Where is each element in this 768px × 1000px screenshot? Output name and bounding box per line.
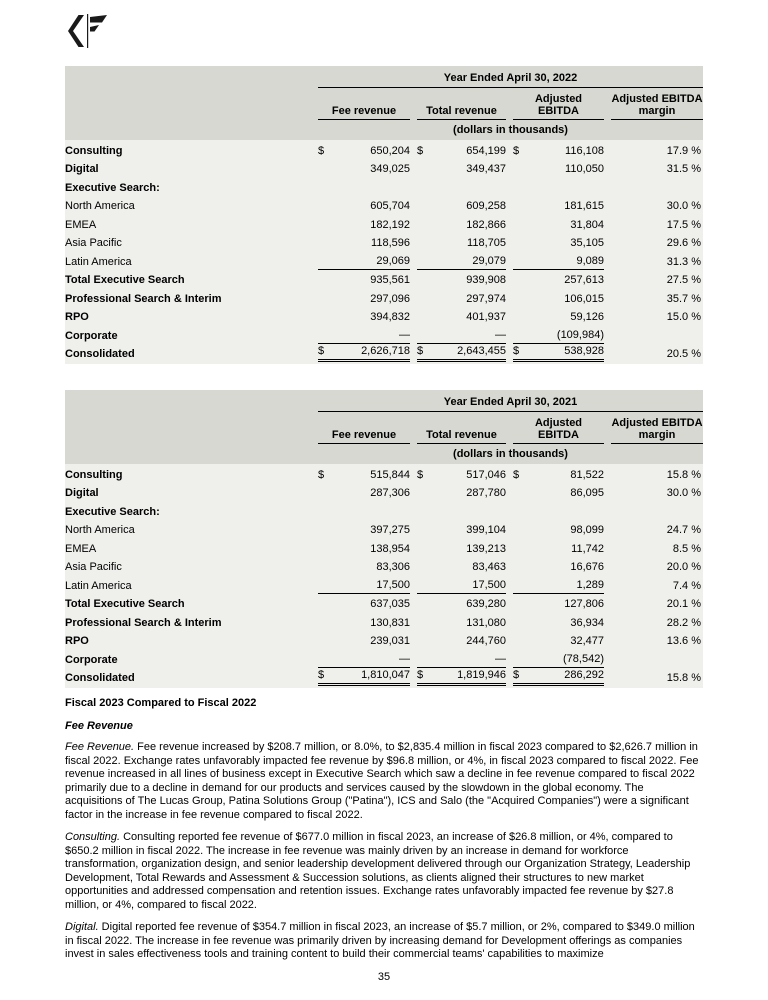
adjusted-ebitda-margin-value: 8.5 %: [672, 542, 701, 555]
adjusted-ebitda-value: 59,126: [570, 311, 604, 323]
korn-ferry-logo-icon: [67, 14, 109, 48]
adjusted-ebitda-margin-value: 35.7 %: [666, 292, 701, 305]
dollar-sign: $: [417, 345, 424, 357]
table-row: [65, 501, 703, 520]
adjusted-ebitda-margin-value: 17.5 %: [666, 218, 701, 231]
dollar-sign: $: [417, 669, 424, 681]
adjusted-ebitda-cell: [513, 325, 611, 344]
table-row: [65, 631, 703, 650]
total-revenue-value: 244,760: [466, 635, 506, 647]
adjusted-ebitda-cell: [513, 196, 611, 215]
total-revenue-cell: [417, 233, 513, 252]
total-revenue-value: 118,705: [467, 237, 506, 249]
paragraph-text: Consulting reported fee revenue of $677.0 million in fiscal 2023, an increase of $26.8 million, or 4%, compared to $650.2 million in fiscal 2022. The increase in fee revenue was mainly driven by an increase in demand for workforce transformation, organization design, and senior leadership development delivered through our Organization Strategy, Leadership Development, Total Rewards and Assessment & Succession solutions, as clients aligned their structures to new market opportunities and addressed compensation and retention issues. Exchange rates unfavorably impacted fee revenue by $27.8 million, or 4%, compared to fiscal 2022.: [65, 831, 691, 911]
table-row: [65, 325, 703, 344]
total-revenue-value: 399,104: [466, 524, 506, 536]
fee-revenue-cell: [318, 612, 417, 631]
page-number: 35: [377, 971, 391, 983]
adjusted-ebitda-value: 9,089: [576, 254, 604, 267]
table-row: [65, 196, 703, 215]
table-row: [65, 288, 703, 307]
fee-revenue-cell: [318, 649, 417, 668]
adjusted-ebitda-margin-value: 13.6 %: [666, 635, 701, 647]
total-revenue-cell: [417, 594, 513, 613]
total-revenue-value: 29,079: [472, 254, 506, 267]
column-header-adjusted-ebitda-margin: Adjusted EBITDA margin: [611, 412, 703, 444]
total-revenue-cell: [417, 288, 513, 307]
table-row: [65, 557, 703, 576]
total-revenue-cell: [417, 668, 513, 687]
table-row: [65, 270, 703, 289]
paragraph-fee-revenue: [65, 741, 703, 822]
total-revenue-cell: [417, 214, 513, 233]
adjusted-ebitda-cell: [513, 159, 611, 178]
fee-revenue-cell: [318, 251, 417, 270]
total-revenue-cell: [417, 538, 513, 557]
total-revenue-value: 654,199: [466, 144, 506, 157]
adjusted-ebitda-cell: [513, 557, 611, 576]
fee-revenue-value: 287,306: [370, 487, 410, 499]
dollar-sign: $: [318, 345, 325, 357]
total-revenue-cell: [417, 159, 513, 178]
table-period: Year Ended April 30, 2021: [318, 396, 703, 412]
table-row: [65, 464, 703, 483]
adjusted-ebitda-margin-value: 20.1 %: [666, 598, 701, 610]
adjusted-ebitda-cell: [513, 270, 611, 289]
adjusted-ebitda-value: 81,522: [570, 468, 604, 481]
adjusted-ebitda-cell: [513, 140, 611, 159]
total-revenue-cell: [417, 251, 513, 270]
adjusted-ebitda-margin-value: [611, 325, 703, 344]
adjusted-ebitda-margin-value: [611, 177, 703, 196]
table-body: [65, 140, 703, 364]
table-row: [65, 668, 703, 687]
row-label: Consulting: [65, 144, 123, 157]
table-row: [65, 140, 703, 159]
total-revenue-cell: [417, 140, 513, 159]
adjusted-ebitda-margin-value: 29.6 %: [666, 237, 701, 249]
table-row: [65, 307, 703, 326]
adjusted-ebitda-value: 31,804: [570, 218, 604, 231]
adjusted-ebitda-margin-value: 28.2 %: [666, 616, 701, 629]
row-label: Digital: [65, 487, 99, 499]
adjusted-ebitda-value: 110,050: [565, 163, 604, 175]
units-note: (dollars in thousands): [453, 124, 568, 136]
fee-revenue-value: 935,561: [370, 274, 410, 286]
fee-revenue-cell: [318, 233, 417, 252]
total-revenue-cell: [417, 557, 513, 576]
total-revenue-cell: [417, 464, 513, 483]
fee-revenue-value: 130,831: [370, 616, 410, 629]
fee-revenue-cell: [318, 464, 417, 483]
row-label: RPO: [65, 311, 89, 323]
units-note: (dollars in thousands): [453, 448, 568, 460]
fee-revenue-cell: [318, 520, 417, 539]
dollar-sign: $: [513, 468, 520, 481]
total-revenue-cell: [417, 307, 513, 326]
table-body: [65, 464, 703, 688]
table-row: [65, 520, 703, 539]
adjusted-ebitda-value: (109,984): [556, 328, 604, 341]
row-label: Consolidated: [65, 348, 135, 360]
row-label: Executive Search:: [65, 181, 160, 194]
adjusted-ebitda-cell: [513, 575, 611, 594]
total-revenue-value: 349,437: [466, 163, 506, 175]
fee-revenue-value: 118,596: [371, 237, 410, 249]
adjusted-ebitda-cell: [513, 520, 611, 539]
paragraph-lead: Digital.: [65, 921, 99, 933]
fee-revenue-value: 650,204: [370, 144, 410, 157]
row-label: Consulting: [65, 468, 123, 481]
adjusted-ebitda-value: 35,105: [570, 237, 604, 249]
total-revenue-cell: [417, 177, 513, 196]
column-header-adjusted-ebitda-margin: Adjusted EBITDA margin: [611, 88, 703, 120]
adjusted-ebitda-margin-value: 15.8 %: [666, 468, 701, 481]
total-revenue-value: 2,643,455: [457, 345, 506, 357]
fee-revenue-cell: [318, 344, 417, 363]
table-row: [65, 483, 703, 502]
fee-revenue-cell: [318, 270, 417, 289]
table-header: [65, 66, 703, 140]
row-label: Corporate: [65, 329, 118, 342]
fee-revenue-cell: [318, 538, 417, 557]
adjusted-ebitda-value: 106,015: [564, 292, 604, 305]
adjusted-ebitda-margin-value: [611, 649, 703, 668]
fee-revenue-value: —: [399, 328, 410, 341]
column-header-fee-revenue: Fee revenue: [318, 88, 417, 120]
fee-revenue-cell: [318, 594, 417, 613]
adjusted-ebitda-margin-value: 15.0 %: [666, 311, 701, 323]
dollar-sign: $: [417, 468, 424, 481]
fee-revenue-value: 138,954: [370, 542, 410, 555]
adjusted-ebitda-margin-value: 24.7 %: [666, 524, 701, 536]
total-revenue-value: 131,080: [466, 616, 506, 629]
table-row: [65, 214, 703, 233]
fee-revenue-value: 239,031: [370, 635, 410, 647]
table-row: [65, 233, 703, 252]
total-revenue-cell: [417, 270, 513, 289]
adjusted-ebitda-cell: [513, 288, 611, 307]
fee-revenue-cell: [318, 483, 417, 502]
row-label: Executive Search:: [65, 505, 160, 518]
table-row: [65, 251, 703, 270]
row-label: Corporate: [65, 653, 118, 666]
fee-revenue-value: 297,096: [370, 292, 410, 305]
row-label: RPO: [65, 635, 89, 647]
row-label: Total Executive Search: [65, 274, 185, 286]
fee-revenue-value: 17,500: [376, 578, 410, 591]
table-header: [65, 390, 703, 464]
paragraph-digital: [65, 921, 703, 962]
table-row: [65, 649, 703, 668]
fee-revenue-value: 1,810,047: [361, 669, 410, 681]
table-row: [65, 538, 703, 557]
fee-revenue-cell: [318, 575, 417, 594]
adjusted-ebitda-cell: [513, 464, 611, 483]
fee-revenue-value: 637,035: [370, 598, 410, 610]
fee-revenue-value: 2,626,718: [361, 345, 410, 357]
adjusted-ebitda-value: 286,292: [564, 669, 604, 681]
total-revenue-cell: [417, 575, 513, 594]
fee-revenue-cell: [318, 214, 417, 233]
fee-revenue-cell: [318, 557, 417, 576]
fee-revenue-cell: [318, 140, 417, 159]
dollar-sign: $: [318, 669, 325, 681]
row-label: Asia Pacific: [65, 237, 122, 249]
total-revenue-cell: [417, 501, 513, 520]
total-revenue-cell: [417, 196, 513, 215]
paragraph-text: Digital reported fee revenue of $354.7 million in fiscal 2023, an increase of $5.7 million, or 2%, compared to $349.0 million in fiscal 2022. The increase in fee revenue was primarily driven by increasing demand for Development offerings as companies invest in sales effectiveness tools and training content to build their commercial teams' capabilities to maximize: [65, 921, 695, 960]
row-label: Total Executive Search: [65, 598, 185, 610]
adjusted-ebitda-margin-value: 17.9 %: [666, 144, 701, 157]
row-label: North America: [65, 524, 135, 536]
adjusted-ebitda-value: 36,934: [570, 616, 604, 629]
adjusted-ebitda-value: 1,289: [576, 578, 604, 591]
adjusted-ebitda-value: 181,615: [564, 200, 604, 212]
fee-revenue-cell: [318, 668, 417, 687]
table-period: Year Ended April 30, 2022: [318, 72, 703, 88]
total-revenue-value: —: [495, 652, 506, 665]
row-label: EMEA: [65, 218, 97, 231]
row-label: Latin America: [65, 255, 132, 268]
total-revenue-value: 297,974: [466, 292, 506, 305]
dollar-sign: $: [513, 144, 520, 157]
total-revenue-value: —: [495, 328, 506, 341]
column-header-total-revenue: Total revenue: [417, 88, 513, 120]
adjusted-ebitda-margin-value: 31.3 %: [666, 255, 701, 268]
adjusted-ebitda-margin-value: [611, 501, 703, 520]
adjusted-ebitda-cell: [513, 251, 611, 270]
total-revenue-value: 287,780: [466, 487, 506, 499]
fee-revenue-value: —: [399, 652, 410, 665]
fee-revenue-value: 394,832: [370, 311, 410, 323]
total-revenue-cell: [417, 483, 513, 502]
column-header-fee-revenue: Fee revenue: [318, 412, 417, 444]
fee-revenue-value: 29,069: [376, 254, 410, 267]
total-revenue-value: 609,258: [466, 200, 506, 212]
dollar-sign: $: [318, 468, 325, 481]
fee-revenue-cell: [318, 307, 417, 326]
table-row: [65, 177, 703, 196]
total-revenue-cell: [417, 344, 513, 363]
adjusted-ebitda-value: (78,542): [563, 652, 604, 665]
adjusted-ebitda-cell: [513, 631, 611, 650]
adjusted-ebitda-margin-value: 31.5 %: [666, 163, 701, 175]
adjusted-ebitda-value: 11,742: [571, 542, 604, 555]
section-subheading: Fee Revenue: [65, 720, 133, 732]
total-revenue-cell: [417, 631, 513, 650]
row-label: Consolidated: [65, 672, 135, 684]
adjusted-ebitda-value: 116,108: [565, 144, 604, 157]
fee-revenue-cell: [318, 631, 417, 650]
fee-revenue-cell: [318, 288, 417, 307]
paragraph-lead: Consulting.: [65, 831, 121, 843]
adjusted-ebitda-cell: [513, 538, 611, 557]
adjusted-ebitda-cell: [513, 233, 611, 252]
row-label: Professional Search & Interim: [65, 292, 222, 305]
fee-revenue-cell: [318, 501, 417, 520]
total-revenue-value: 639,280: [466, 598, 506, 610]
fee-revenue-value: 397,275: [370, 524, 410, 536]
row-label: Digital: [65, 163, 99, 175]
table-row: [65, 575, 703, 594]
adjusted-ebitda-margin-value: 27.5 %: [666, 274, 701, 286]
fee-revenue-value: 605,704: [370, 200, 410, 212]
adjusted-ebitda-value: 538,928: [564, 345, 604, 357]
row-label: Latin America: [65, 579, 132, 592]
total-revenue-value: 182,866: [466, 218, 506, 231]
total-revenue-value: 83,463: [472, 561, 506, 573]
adjusted-ebitda-margin-value: 15.8 %: [666, 672, 701, 684]
adjusted-ebitda-cell: [513, 177, 611, 196]
adjusted-ebitda-margin-value: 30.0 %: [666, 200, 701, 212]
dollar-sign: $: [318, 144, 325, 157]
paragraph-lead: Fee Revenue.: [65, 741, 135, 753]
adjusted-ebitda-value: 32,477: [570, 635, 604, 647]
dollar-sign: $: [417, 144, 424, 157]
adjusted-ebitda-cell: [513, 483, 611, 502]
total-revenue-cell: [417, 612, 513, 631]
total-revenue-value: 1,819,946: [457, 669, 506, 681]
total-revenue-cell: [417, 325, 513, 344]
adjusted-ebitda-value: 127,806: [564, 598, 604, 610]
fee-revenue-cell: [318, 196, 417, 215]
adjusted-ebitda-margin-value: 7.4 %: [672, 579, 701, 592]
paragraph-consulting: [65, 831, 703, 912]
adjusted-ebitda-cell: [513, 307, 611, 326]
total-revenue-cell: [417, 520, 513, 539]
adjusted-ebitda-margin-value: 20.5 %: [666, 348, 701, 360]
adjusted-ebitda-value: 98,099: [570, 524, 604, 536]
adjusted-ebitda-cell: [513, 344, 611, 363]
fee-revenue-cell: [318, 325, 417, 344]
fee-revenue-value: 83,306: [376, 561, 410, 573]
fee-revenue-value: 182,192: [370, 218, 410, 231]
segment-results-table-2021: [65, 390, 703, 688]
adjusted-ebitda-margin-value: 20.0 %: [666, 561, 701, 573]
adjusted-ebitda-value: 16,676: [570, 561, 604, 573]
adjusted-ebitda-cell: [513, 612, 611, 631]
table-row: [65, 159, 703, 178]
adjusted-ebitda-cell: [513, 594, 611, 613]
adjusted-ebitda-cell: [513, 649, 611, 668]
section-heading: Fiscal 2023 Compared to Fiscal 2022: [65, 697, 257, 709]
fee-revenue-value: 349,025: [370, 163, 410, 175]
adjusted-ebitda-cell: [513, 214, 611, 233]
adjusted-ebitda-cell: [513, 668, 611, 687]
total-revenue-value: 401,937: [466, 311, 506, 323]
table-row: [65, 344, 703, 363]
table-row: [65, 612, 703, 631]
paragraph-text: Fee revenue increased by $208.7 million, or 8.0%, to $2,835.4 million in fiscal 2023 compared to $2,626.7 million in fiscal 2022. Exchange rates unfavorably impacted fee revenue by $96.8 million, or 4%, in fiscal 2023 compared to fiscal 2022. Fee revenue increased in all lines of business except in Executive Search which saw a decline in fee revenue compared to fiscal 2022 primarily due to a decline in demand for our products and services caused by the slowdown in the global economy. The acquisitions of The Lucas Group, Patina Solutions Group ("Patina"), ICS and Salo (the "Acquired Companies") were a significant factor in the increase in fee revenue compared to fiscal 2022.: [65, 741, 699, 821]
column-header-adjusted-ebitda: Adjusted EBITDA: [513, 412, 611, 444]
table-row: [65, 594, 703, 613]
total-revenue-value: 939,908: [466, 274, 506, 286]
fee-revenue-cell: [318, 177, 417, 196]
fee-revenue-value: 515,844: [370, 468, 410, 481]
fee-revenue-cell: [318, 159, 417, 178]
total-revenue-cell: [417, 649, 513, 668]
adjusted-ebitda-cell: [513, 501, 611, 520]
row-label: North America: [65, 200, 135, 212]
row-label: Asia Pacific: [65, 561, 122, 573]
dollar-sign: $: [513, 669, 520, 681]
total-revenue-value: 139,213: [466, 542, 506, 555]
adjusted-ebitda-value: 257,613: [564, 274, 604, 286]
column-header-total-revenue: Total revenue: [417, 412, 513, 444]
adjusted-ebitda-margin-value: 30.0 %: [666, 487, 701, 499]
segment-results-table-2022: [65, 66, 703, 364]
total-revenue-value: 517,046: [466, 468, 506, 481]
row-label: Professional Search & Interim: [65, 616, 222, 629]
total-revenue-value: 17,500: [472, 578, 506, 591]
dollar-sign: $: [513, 345, 520, 357]
row-label: EMEA: [65, 542, 97, 555]
adjusted-ebitda-value: 86,095: [570, 487, 604, 499]
column-header-adjusted-ebitda: Adjusted EBITDA: [513, 88, 611, 120]
